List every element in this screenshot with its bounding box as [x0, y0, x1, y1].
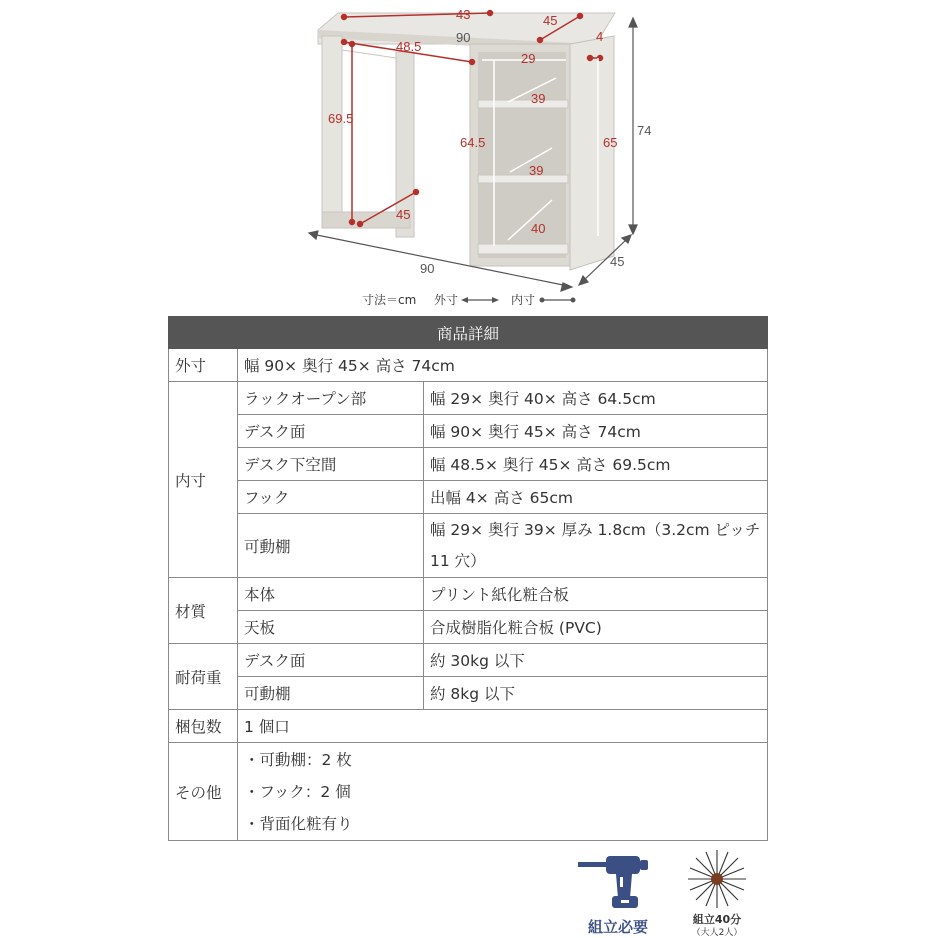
row-label: 耐荷重 — [169, 644, 238, 710]
dim-label: 48.5 — [396, 39, 422, 54]
dim-label: 45 — [543, 13, 558, 28]
table-row — [169, 611, 768, 644]
table-row — [169, 448, 768, 481]
note-item: ・背面化粧有り — [244, 814, 353, 833]
table-row — [169, 743, 768, 841]
row-label: 材質 — [169, 578, 238, 644]
table-header: 商品詳細 — [169, 317, 768, 349]
row-value: 1 個口 — [238, 710, 768, 743]
assembly-required-badge — [576, 850, 660, 936]
row-label: 外寸 — [169, 349, 238, 382]
assembly-time-badge — [682, 848, 752, 936]
sub-label: フック — [238, 481, 424, 514]
table-row — [169, 677, 768, 710]
outer-depth-label: 45 — [610, 254, 625, 269]
table-row — [169, 382, 768, 415]
assembly-people-label: （大人2人） — [691, 928, 743, 938]
product-dimension-diagram — [0, 0, 936, 312]
note-item: ・可動棚：2 枚 — [244, 750, 352, 769]
sub-label: 可動棚 — [238, 514, 424, 578]
row-value: 合成樹脂化粧合板 (PVC) — [424, 611, 768, 644]
outer-width-label: 90 — [420, 261, 435, 276]
drill-icon — [576, 850, 660, 914]
dim-label: 43 — [456, 7, 471, 22]
table-row — [169, 514, 768, 578]
row-value: プリント紙化粧合板 — [424, 578, 768, 611]
row-value: 約 8kg 以下 — [424, 677, 768, 710]
dim-label: 39 — [529, 163, 544, 178]
dim-label: 90 — [456, 30, 471, 45]
table-row — [169, 578, 768, 611]
legend-outer: 外寸 — [434, 293, 459, 307]
dim-label: 64.5 — [460, 135, 486, 150]
sub-label: 本体 — [238, 578, 424, 611]
sub-label: 天板 — [238, 611, 424, 644]
table-row — [169, 710, 768, 743]
sub-label: デスク面 — [238, 415, 424, 448]
row-value: 出幅 4× 高さ 65cm — [424, 481, 768, 514]
row-label: 梱包数 — [169, 710, 238, 743]
legend-unit: 寸法＝cm — [362, 293, 417, 307]
row-label: その他 — [169, 743, 238, 841]
sub-label: デスク下空間 — [238, 448, 424, 481]
table-row — [169, 644, 768, 677]
row-value: 幅 29× 奥行 39× 厚み 1.8cm（3.2cm ピッチ 11 穴） — [424, 514, 768, 578]
sub-label: 可動棚 — [238, 677, 424, 710]
row-value: 幅 90× 奥行 45× 高さ 74cm — [424, 415, 768, 448]
starburst-icon — [682, 848, 752, 910]
dim-label: 29 — [521, 51, 536, 66]
product-spec-table — [168, 316, 768, 841]
dim-label: 69.5 — [328, 111, 354, 126]
sub-label: ラックオープン部 — [238, 382, 424, 415]
table-row — [169, 481, 768, 514]
assembly-time-label: 組立40分 — [692, 913, 742, 926]
legend-inner: 内寸 — [511, 293, 536, 307]
sub-label: デスク面 — [238, 644, 424, 677]
assembly-label: 組立必要 — [587, 918, 648, 936]
row-value: 幅 29× 奥行 40× 高さ 64.5cm — [424, 382, 768, 415]
row-value: 幅 48.5× 奥行 45× 高さ 69.5cm — [424, 448, 768, 481]
dim-label: 65 — [603, 135, 618, 150]
row-label: 内寸 — [169, 382, 238, 578]
table-row — [169, 349, 768, 382]
row-value: 約 30kg 以下 — [424, 644, 768, 677]
dim-label: 40 — [531, 221, 546, 236]
table-row — [169, 415, 768, 448]
note-item: ・フック：2 個 — [244, 782, 351, 801]
dim-label: 4 — [596, 29, 604, 44]
row-value: 幅 90× 奥行 45× 高さ 74cm — [238, 349, 768, 382]
dim-label: 45 — [396, 207, 411, 222]
dimension-legend — [362, 292, 576, 307]
dim-label: 39 — [531, 91, 546, 106]
other-notes — [238, 743, 768, 841]
outer-height-label: 74 — [637, 123, 652, 138]
